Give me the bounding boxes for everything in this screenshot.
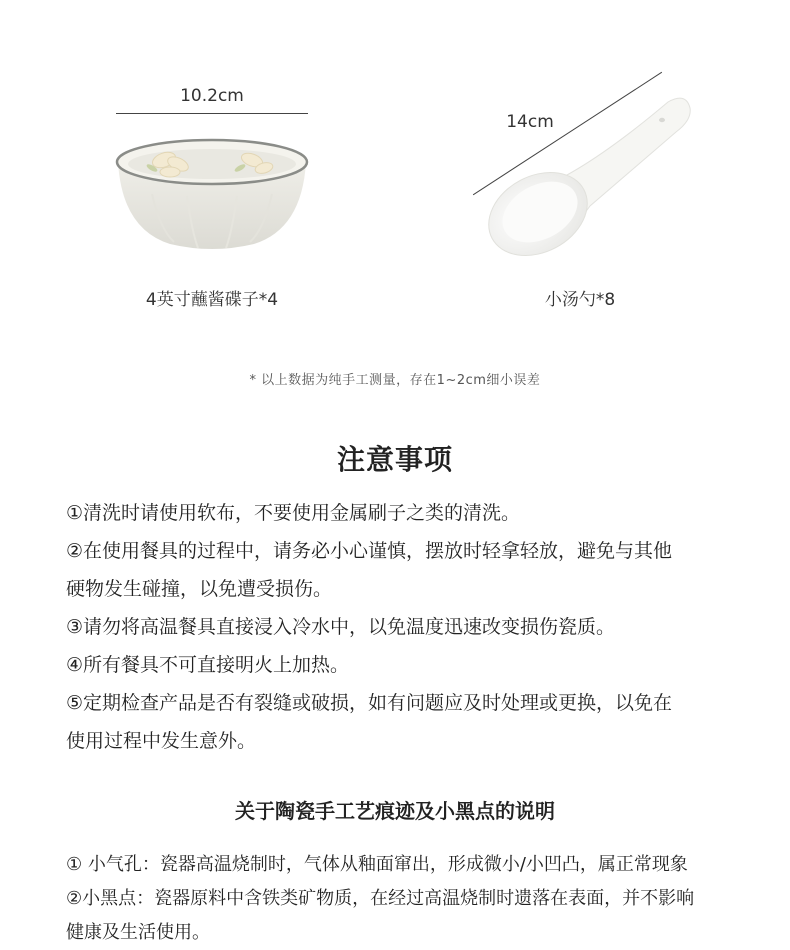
ceramic-note-line: ②小黑点：瓷器原料中含铁类矿物质，在经过高温烧制时遗落在表面，并不影响 [66, 888, 695, 909]
bowl-product-name: 4英寸蘸酱碟子*4 [145, 290, 279, 310]
soup-spoon-icon [480, 88, 700, 263]
ceramic-notes-list [66, 848, 756, 950]
ceramic-note-line: ① 小气孔：瓷器高温烧制时，气体从釉面窜出，形成微小/小凹凸，属正常现象 [66, 854, 688, 875]
measurement-note: * 以上数据为纯手工测量，存在1~2cm细小误差 [249, 373, 541, 388]
bowl-dimension-line [116, 113, 308, 114]
precaution-line: ②在使用餐具的过程中，请务必小心谨慎，摆放时轻拿轻放，避免与其他 [66, 540, 673, 562]
bowl-dimension-label: 10.2cm [180, 86, 244, 106]
ceramic-notes-title: 关于陶瓷手工艺痕迹及小黑点的说明 [235, 799, 555, 823]
precaution-line: ①清洗时请使用软布，不要使用金属刷子之类的清洗。 [66, 502, 521, 524]
precautions-list [66, 494, 746, 760]
precaution-line: 硬物发生碰撞，以免遭受损伤。 [66, 578, 333, 600]
precaution-line: ③请勿将高温餐具直接浸入冷水中，以免温度迅速改变损伤瓷质。 [66, 616, 616, 638]
ceramic-note-line: 健康及生活使用。 [66, 922, 210, 943]
precaution-line: ④所有餐具不可直接明火上加热。 [66, 654, 350, 676]
precautions-title: 注意事项 [336, 443, 453, 476]
spoon-dimension-label: 14cm [506, 112, 554, 132]
precaution-line: 使用过程中发生意外。 [66, 730, 257, 752]
dipping-bowl-icon [112, 134, 312, 252]
precaution-line: ⑤定期检查产品是否有裂缝或破损，如有问题应及时处理或更换，以免在 [66, 692, 673, 714]
spoon-product-name: 小汤勺*8 [544, 290, 616, 310]
